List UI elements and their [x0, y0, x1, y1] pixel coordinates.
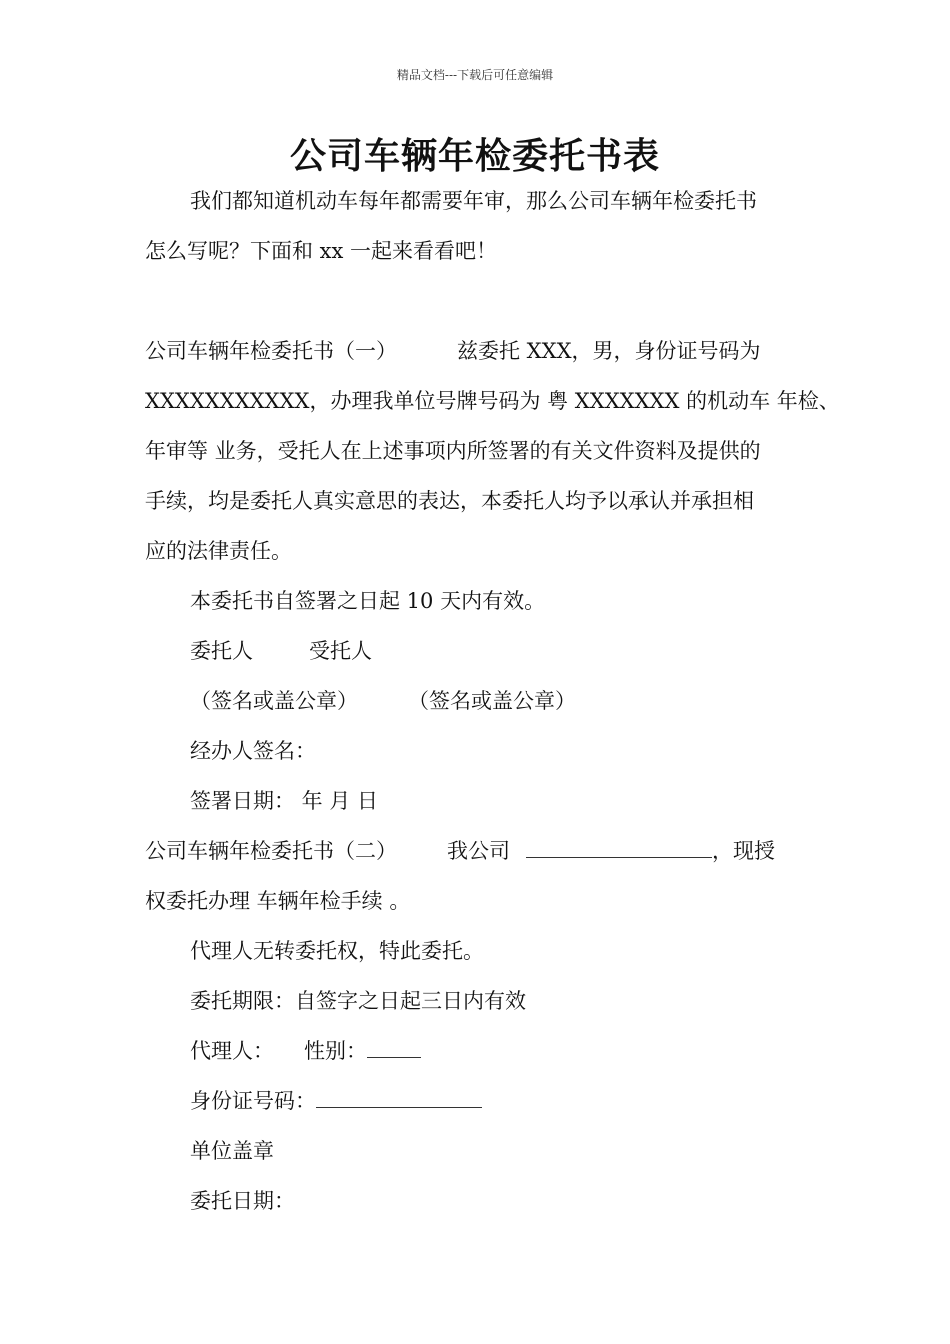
section1-signatures [190, 686, 576, 716]
intro-line-2: 怎么写呢？下面和 xx 一起来看看吧！ [145, 239, 498, 263]
section2-line-2: 权委托办理 车辆年检手续 。 [145, 889, 411, 913]
agent-field-label: 代理人： [190, 1039, 274, 1063]
company-name-blank [526, 837, 712, 858]
section1-line-4: 手续，均是委托人真实意思的表达，本委托人均予以承认并承担相 [145, 489, 754, 513]
handler-signature: 经办人签名： [190, 739, 316, 763]
section1-validity: 本委托书自签署之日起 10 天内有效。 [190, 589, 546, 613]
signing-date: 签署日期： 年 月 日 [190, 789, 379, 813]
principal-label: 委托人 [190, 639, 253, 663]
unit-seal: 单位盖章 [190, 1139, 274, 1163]
section1-line1-text: 兹委托 XXX，男，身份证号码为 [457, 339, 761, 363]
section1-parties [190, 636, 372, 666]
id-number-blank [316, 1087, 482, 1108]
section1-line-3: 年审等 业务，受托人在上述事项内所签署的有关文件资料及提供的 [145, 439, 761, 463]
id-number-line [190, 1086, 482, 1116]
section1-heading: 公司车辆年检委托书（一） [145, 339, 397, 363]
agent-signature-note: （签名或盖公章） [408, 689, 576, 713]
header-note: 精品文档---下载后可任意编辑 [396, 68, 554, 82]
section1-line-5: 应的法律责任。 [145, 539, 292, 563]
gender-field-label: 性别： [304, 1039, 367, 1063]
no-transfer-statement: 代理人无转委托权，特此委托。 [190, 939, 484, 963]
document-title: 公司车辆年检委托书表 [289, 136, 660, 177]
section1-first-line [145, 336, 761, 366]
section2-first-line [145, 836, 775, 866]
section1-line-2: XXXXXXXXXXX，办理我单位号牌号码为 粤 XXXXXXX 的机动车 年检、 [145, 389, 840, 413]
id-number-label: 身份证号码： [190, 1089, 316, 1113]
agent-label: 受托人 [309, 639, 372, 663]
principal-signature-note: （签名或盖公章） [190, 689, 358, 713]
section2-line1-end: ，现授 [712, 839, 775, 863]
agent-info-line [190, 1036, 421, 1066]
entrust-period: 委托期限：自签字之日起三日内有效 [190, 989, 526, 1013]
company-label: 我公司 [447, 839, 510, 863]
section2-heading: 公司车辆年检委托书（二） [145, 839, 397, 863]
entrust-date: 委托日期： [190, 1189, 295, 1213]
gender-blank [367, 1037, 421, 1058]
intro-line-1: 我们都知道机动车每年都需要年审，那么公司车辆年检委托书 [190, 189, 757, 213]
